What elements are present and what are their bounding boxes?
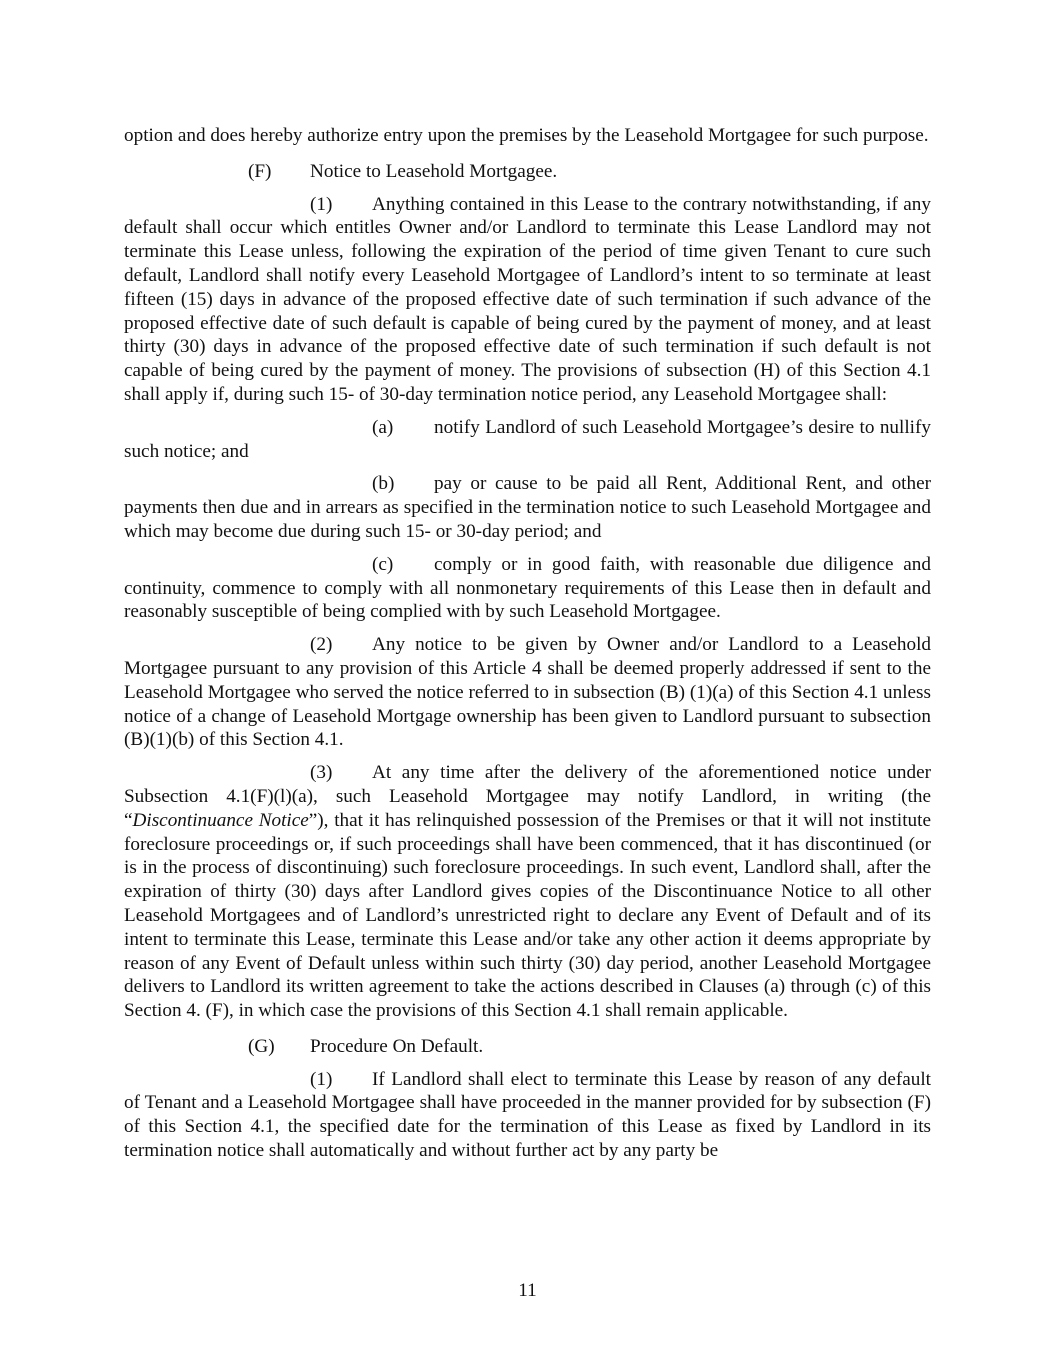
section-g-title: Procedure On Default. (310, 1035, 484, 1057)
clause-text: pay or cause to be paid all Rent, Additional Rent, and other payments then due and in arrears as specified in the termination notice to such Leasehold Mortgagee and which may become due during such 15- or 30-day period; and (124, 473, 931, 542)
section-f-paragraph-3 (124, 761, 931, 1023)
section-g-heading (124, 1035, 931, 1059)
paragraph-text: Anything contained in this Lease to the contrary notwithstanding, if any default shall occur which entitles Owner and/or Landlord to terminate this Lease Landlord may not terminate this Lease unless, following the expiration of the period of time given Tenant to cure such default, Landlord shall notify every Leasehold Mortgagee of Landlord’s intent to so terminate at least fifteen (15) days in advance of the proposed effective date of such termination if such advance of the proposed effective date of such default is capable of being cured by the payment of money, and at least thirty (30) days in advance of the proposed effective date of such termination if such default is not capable of being cured by the payment of money. The provisions of subsection (H) of this Section 4.1 shall apply if, during such 15- of 30-day termination notice period, any Leasehold Mortgagee shall: (124, 193, 931, 405)
paragraph-text-before: At any time after the delivery of the aforementioned notice under Subsection 4.1(F)(l)(a), such Leasehold Mortgagee may notify Landlord, in writing (the “ (124, 762, 931, 831)
section-f-label: (F) (248, 160, 272, 182)
continuation-paragraph: option and does hereby authorize entry upon the premises by the Leasehold Mortgagee for such purpose. (124, 125, 929, 146)
paragraph-text: Any notice to be given by Owner and/or Landlord to a Leasehold Mortgagee pursuant to any provision of this Article 4 shall be deemed properly addressed if sent to the Leasehold Mortgagee who served the notice referred to in subsection (B) (1)(a) of this Section 4.1 unless notice of a change of Leasehold Mortgage ownership has been given to Landlord pursuant to subsection (B)(1)(b) of this Section 4.1. (124, 634, 931, 751)
document-page (124, 124, 931, 1163)
paragraph-text-after: ”), that it has relinquished possession of the Premises or that it will not institute foreclosure proceedings or, if such proceedings shall have been commenced, that it has discontinued (or is in the process of discontinuing) such foreclosure proceedings. In such event, Landlord shall, after the expiration of thirty (30) days after Landlord gives copies of the Discontinuance Notice to all other Leasehold Mortgagees and of Landlord’s unrestricted right to declare any Event of Default and of its intent to terminate this Lease, terminate this Lease and/or take any other action it deems appropriate by reason of any Event of Default unless within such thirty (30) day period, another Leasehold Mortgagee delivers to Landlord its written agreement to take the actions described in Clauses (a) through (c) of this Section 4. (F), in which case the provisions of this Section 4.1 shall remain applicable. (124, 809, 931, 1022)
clause-a (124, 416, 931, 464)
section-g-paragraph-1 (124, 1068, 931, 1163)
page-number: 11 (518, 1280, 537, 1301)
paragraph-label: (3) (310, 762, 333, 784)
paragraph-label: (1) (310, 193, 333, 215)
clause-text: comply or in good faith, with reasonable due diligence and continuity, commence to comply with all nonmonetary requirements of this Lease then in default and reasonably susceptible of being complied with by such Leasehold Mortgagee. (124, 553, 931, 623)
paragraph-label: (2) (310, 634, 333, 656)
paragraph-label: (1) (310, 1068, 333, 1090)
clause-text: notify Landlord of such Leasehold Mortgagee’s desire to nullify such notice; and (124, 416, 931, 462)
section-f-title: Notice to Leasehold Mortgagee. (310, 160, 558, 182)
section-f-paragraph-1 (124, 193, 931, 407)
clause-c (124, 553, 931, 624)
section-f-paragraph-2 (124, 633, 931, 752)
clause-label: (c) (372, 553, 394, 575)
clause-b (124, 472, 931, 543)
paragraph-text: If Landlord shall elect to terminate this Lease by reason of any default of Tenant and a Leasehold Mortgagee shall have proceeded in the manner provided for by subsection (F) of this Section 4.1, the specified date for the termination of this Lease as fixed by Landlord in its termination notice shall automatically and without further act by any party be (124, 1068, 931, 1162)
section-f-heading (124, 160, 931, 184)
clause-label: (a) (372, 416, 394, 438)
section-g-label: (G) (248, 1035, 275, 1057)
defined-term: Discontinuance Notice (132, 809, 309, 831)
clause-label: (b) (372, 473, 395, 495)
